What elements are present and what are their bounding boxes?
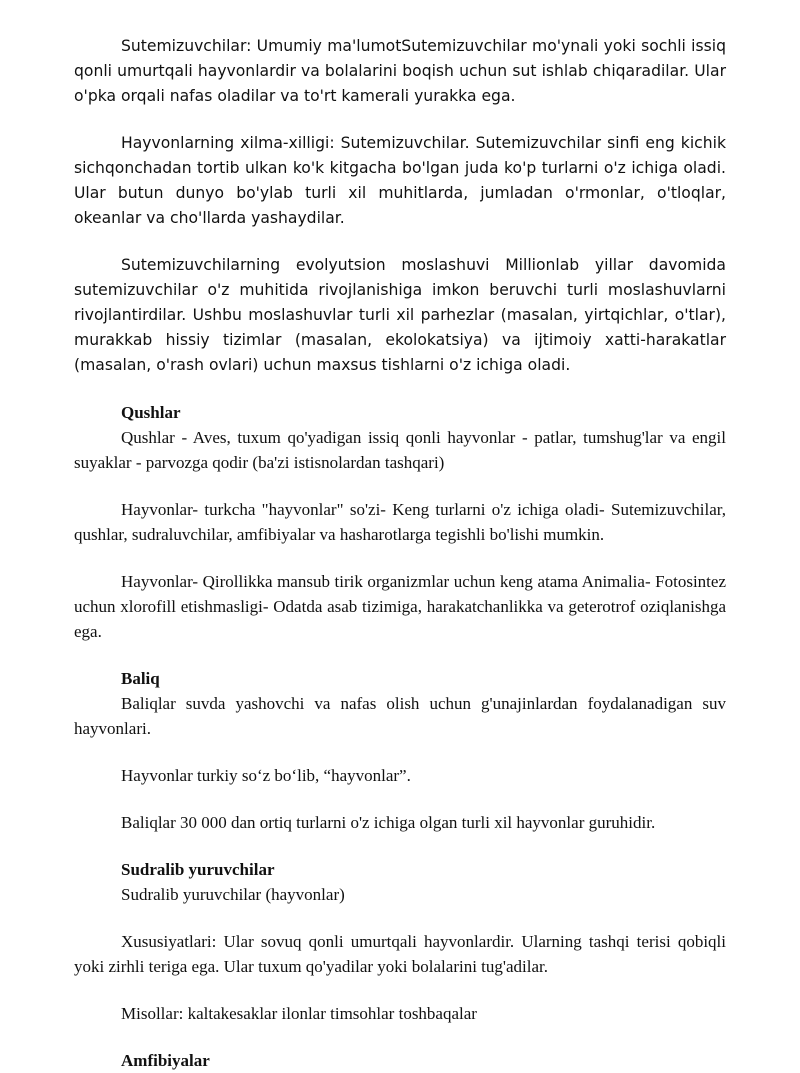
- paragraph-animals-kingdom: Hayvonlar- Qirollikka mansub tirik organizmlar uchun keng atama Animalia- Fotosintez uchun xlorofill etishmasligi- Odatda asab tizimiga, harakatchanlikka va geterotrof oziqlanishga ega.: [74, 572, 726, 641]
- paragraph-reptiles-features: Xususiyatlari: Ular sovuq qonli umurtqali hayvonlardir. Ularning tashqi terisi qobiqli yoki zirhli teriga ega. Ular tuxum qo'yadilar yoki bolalarini tug'adilar.: [74, 932, 726, 976]
- paragraph-mammals-overview: Sutemizuvchilar: Umumiy ma'lumotSutemizuvchilar mo'ynali yoki sochli issiq qonli umurtqali hayvonlardir va bolalarini boqish uchun sut ishlab chiqaradilar. Ular o'pka orqali nafas oladilar va to'rt kamerali yurakka ega.: [74, 37, 726, 105]
- paragraph-fish-definition: Baliqlar suvda yashovchi va nafas olish uchun g'unajinlardan foydalanadigan suv hayvonlari.: [74, 694, 726, 738]
- paragraph-mammals-diversity: Hayvonlarning xilma-xilligi: Sutemizuvchilar. Sutemizuvchilar sinfi eng kichik sichqonchadan tortib ulkan ko'k kitgacha bo'lgan juda ko'p turlarni o'z ichiga oladi. Ular butun dunyo bo'ylab turli xil muhitlarda, jumladan o'rmonlar, o'tloqlar, okeanlar va cho'llarda yashaydilar.: [74, 134, 726, 227]
- heading-sudralib: Sudralib yuruvchilar: [121, 860, 275, 879]
- paragraph-animals-word: Hayvonlar turkiy so‘z bo‘lib, “hayvonlar”.: [121, 766, 411, 785]
- heading-qushlar: Qushlar: [121, 403, 181, 422]
- paragraph-reptiles-subtitle: Sudralib yuruvchilar (hayvonlar): [121, 885, 345, 904]
- heading-baliq: Baliq: [121, 669, 160, 688]
- paragraph-fish-diversity: Baliqlar 30 000 dan ortiq turlarni o'z ichiga olgan turli xil hayvonlar guruhidir.: [121, 813, 656, 832]
- paragraph-birds-definition: Qushlar - Aves, tuxum qo'yadigan issiq qonli hayvonlar - patlar, tumshug'lar va engil suyaklar - parvozga qodir (ba'zi istisnolardan tashqari): [74, 428, 726, 472]
- paragraph-mammals-evolution: Sutemizuvchilarning evolyutsion moslashuvi Millionlab yillar davomida sutemizuvchilar o'z muhitida rivojlanishiga imkon beruvchi turli moslashuvlarni rivojlantirdilar. Ushbu moslashuvlar turli xil parhezlar (masalan, yirtqichlar, o'tlar), murakkab hissiy tizimlar (masalan, ekolokatsiya) va ijtimoiy xatti-harakatlar (masalan, o'rash ovlari) uchun maxsus tishlarni o'z ichiga oladi.: [74, 256, 726, 374]
- paragraph-reptiles-examples: Misollar: kaltakesaklar ilonlar timsohlar toshbaqalar: [121, 1004, 477, 1023]
- heading-amfibiyalar: Amfibiyalar: [121, 1051, 210, 1070]
- paragraph-animals-turkic: Hayvonlar- turkcha "hayvonlar" so'zi- Keng turlarni o'z ichiga oladi- Sutemizuvchilar, qushlar, sudraluvchilar, amfibiyalar va hasharotlarga tegishli bo'lishi mumkin.: [74, 500, 726, 544]
